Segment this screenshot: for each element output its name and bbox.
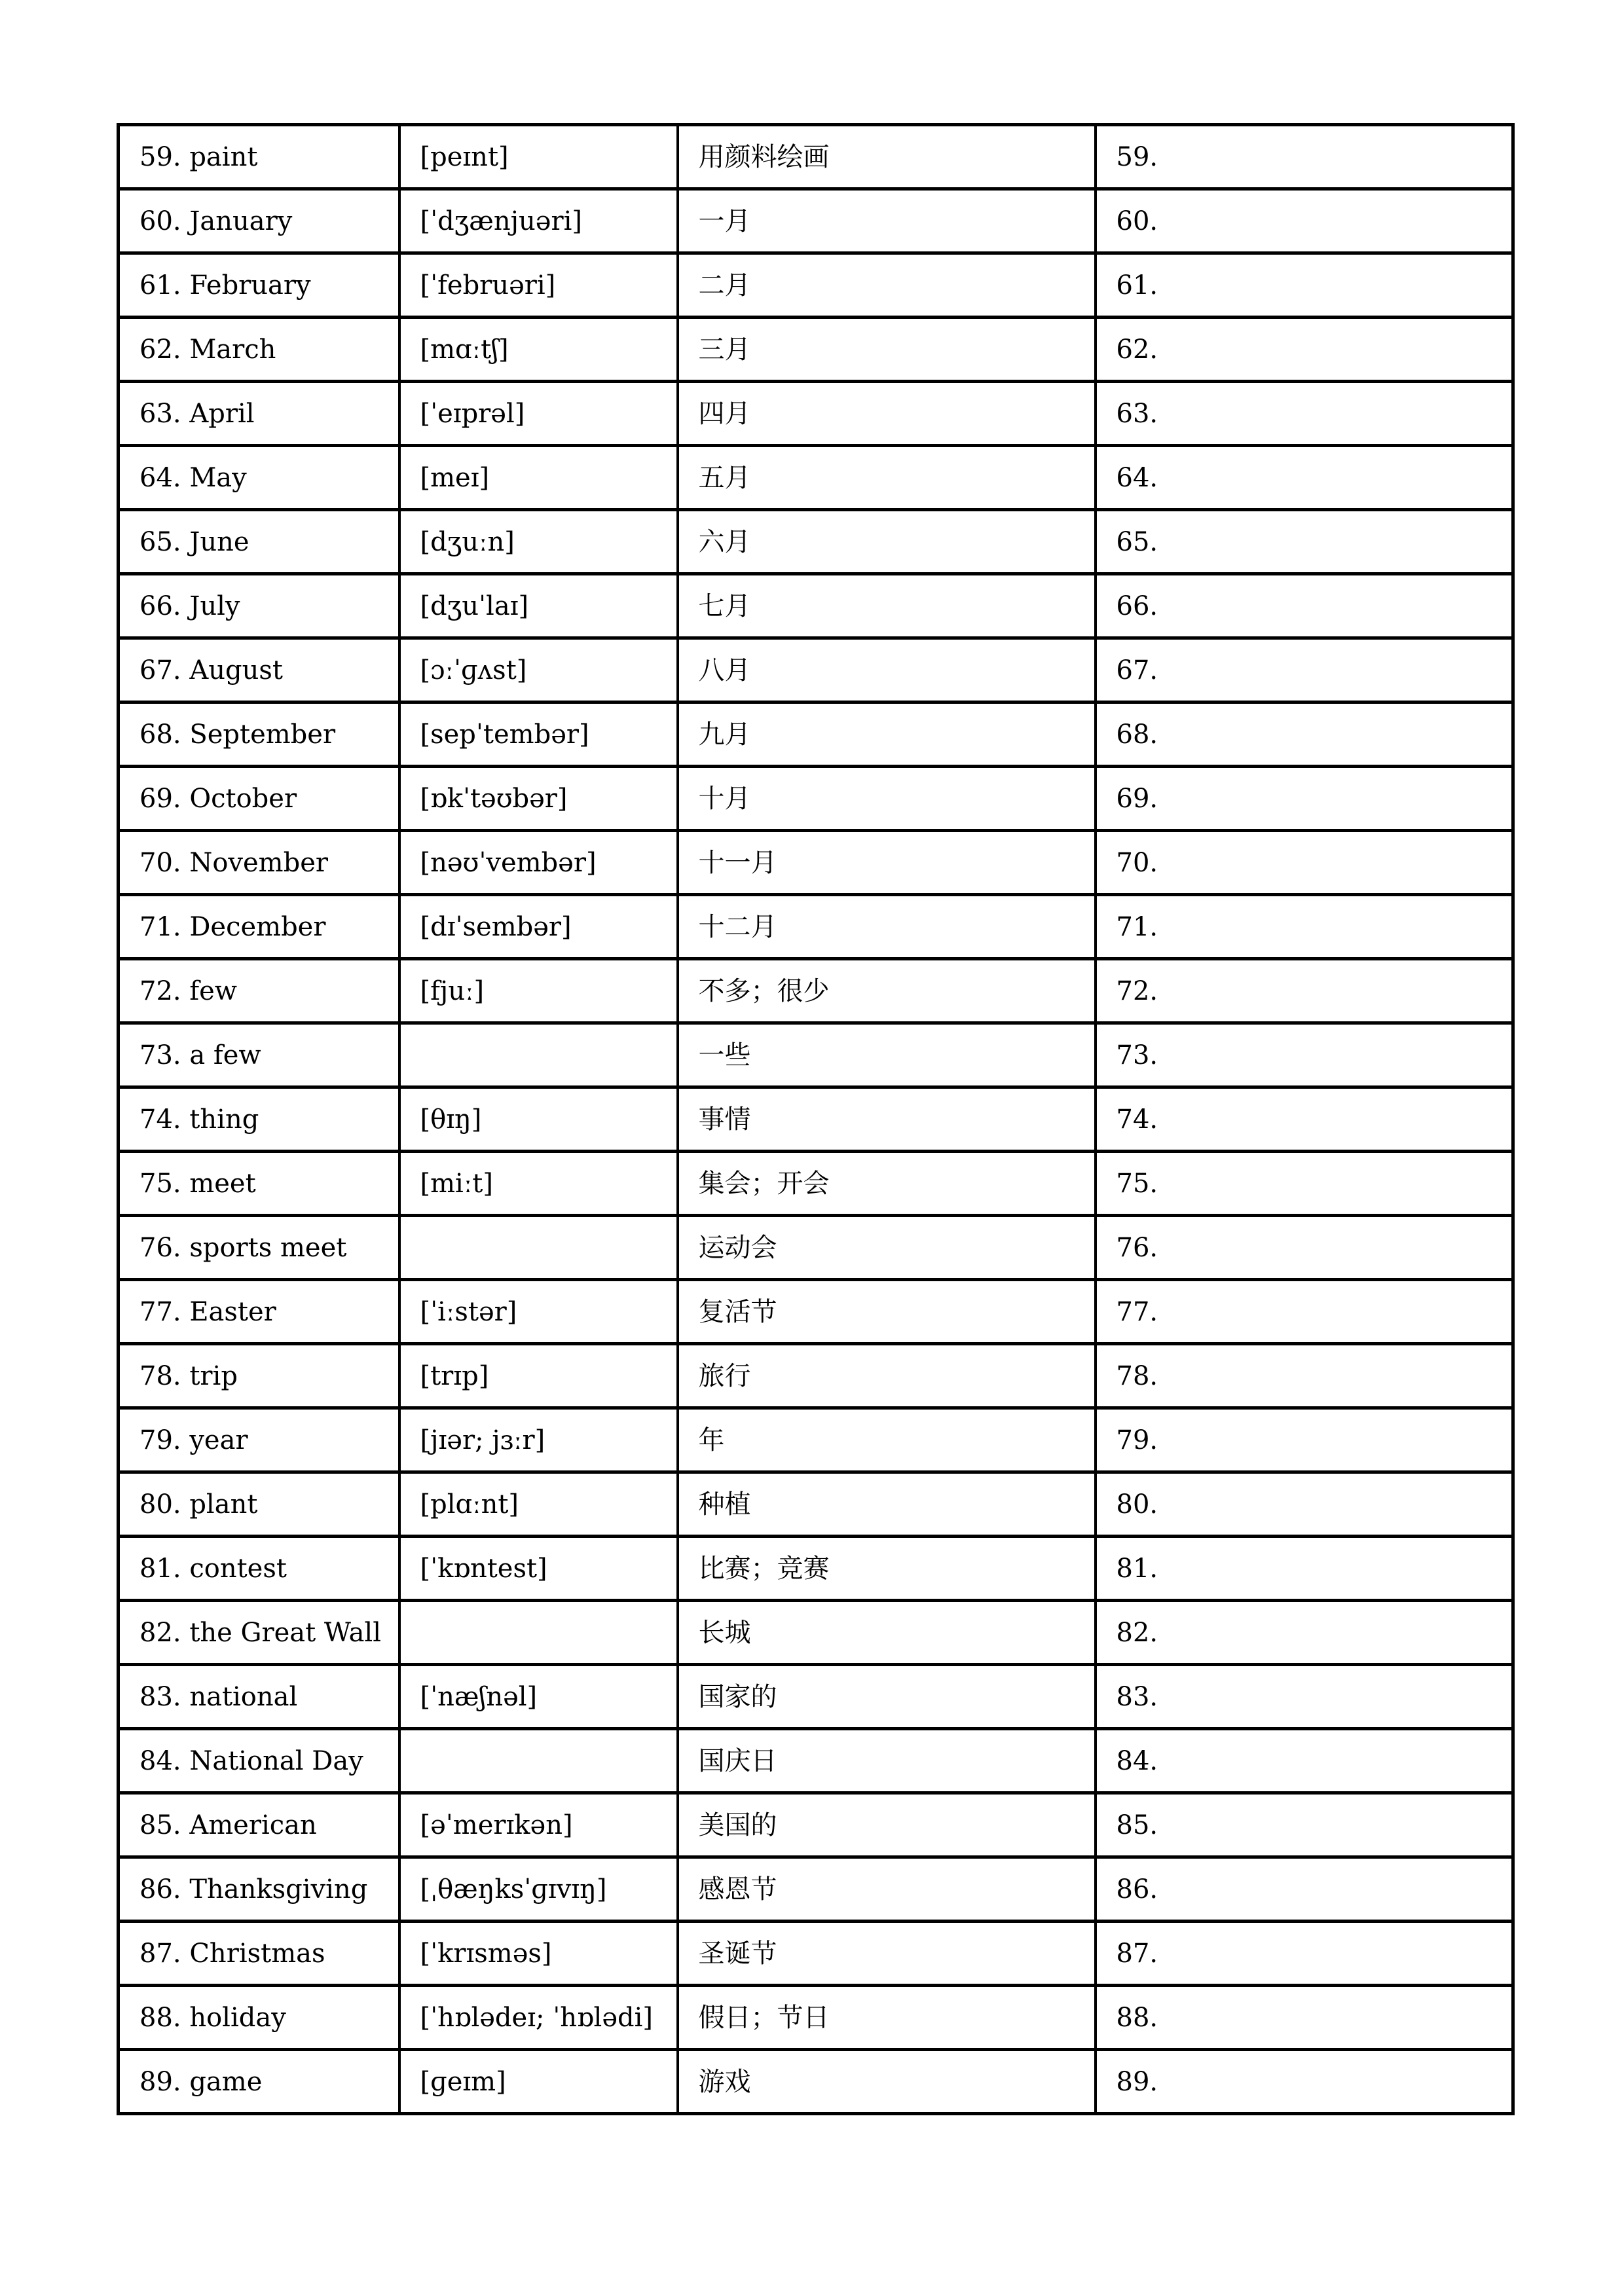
number-cell: 82. — [1096, 1601, 1513, 1665]
word-cell: 86. Thanksgiving — [119, 1857, 399, 1922]
word-cell: 82. the Great Wall — [119, 1601, 399, 1665]
word-cell: 75. meet — [119, 1152, 399, 1216]
word-cell: 84. National Day — [119, 1729, 399, 1793]
number-cell: 65. — [1096, 510, 1513, 574]
word-cell: 88. holiday — [119, 1986, 399, 2050]
table-row — [119, 638, 1513, 702]
number-cell: 64. — [1096, 446, 1513, 510]
meaning-cell: 长城 — [678, 1601, 1096, 1665]
phonetic-cell: [ˈeɪprəl] — [399, 382, 678, 446]
table-row — [119, 2050, 1513, 2114]
phonetic-cell: [ˈfebruəri] — [399, 253, 678, 318]
phonetic-cell: [ˈkɒntest] — [399, 1537, 678, 1601]
table-row — [119, 382, 1513, 446]
meaning-cell: 九月 — [678, 702, 1096, 767]
meaning-cell: 国家的 — [678, 1665, 1096, 1729]
table-row — [119, 895, 1513, 959]
table-row — [119, 1023, 1513, 1087]
phonetic-cell: [peɪnt] — [399, 125, 678, 189]
phonetic-cell: [fjuː] — [399, 959, 678, 1023]
meaning-cell: 集会；开会 — [678, 1152, 1096, 1216]
number-cell: 68. — [1096, 702, 1513, 767]
number-cell: 63. — [1096, 382, 1513, 446]
word-cell: 62. March — [119, 318, 399, 382]
phonetic-cell: [jɪər; jɜːr] — [399, 1408, 678, 1472]
table-row — [119, 189, 1513, 253]
number-cell: 87. — [1096, 1922, 1513, 1986]
meaning-cell: 六月 — [678, 510, 1096, 574]
phonetic-cell: [dʒuːn] — [399, 510, 678, 574]
table-row — [119, 1408, 1513, 1472]
phonetic-cell: [mɑːtʃ] — [399, 318, 678, 382]
word-cell: 78. trip — [119, 1344, 399, 1408]
number-cell: 73. — [1096, 1023, 1513, 1087]
phonetic-cell — [399, 1023, 678, 1087]
table-row — [119, 1729, 1513, 1793]
word-cell: 68. September — [119, 702, 399, 767]
meaning-cell: 游戏 — [678, 2050, 1096, 2114]
phonetic-cell: [ˈkrɪsməs] — [399, 1922, 678, 1986]
phonetic-cell: [nəʊˈvembər] — [399, 831, 678, 895]
meaning-cell: 运动会 — [678, 1216, 1096, 1280]
number-cell: 67. — [1096, 638, 1513, 702]
phonetic-cell — [399, 1729, 678, 1793]
word-cell: 67. August — [119, 638, 399, 702]
word-cell: 61. February — [119, 253, 399, 318]
meaning-cell: 用颜料绘画 — [678, 125, 1096, 189]
phonetic-cell: [ɒkˈtəʊbər] — [399, 767, 678, 831]
table-row — [119, 510, 1513, 574]
phonetic-cell: [θɪŋ] — [399, 1087, 678, 1152]
number-cell: 84. — [1096, 1729, 1513, 1793]
number-cell: 61. — [1096, 253, 1513, 318]
number-cell: 69. — [1096, 767, 1513, 831]
meaning-cell: 十月 — [678, 767, 1096, 831]
meaning-cell: 一月 — [678, 189, 1096, 253]
number-cell: 76. — [1096, 1216, 1513, 1280]
number-cell: 89. — [1096, 2050, 1513, 2114]
phonetic-cell: [ɡeɪm] — [399, 2050, 678, 2114]
word-cell: 60. January — [119, 189, 399, 253]
word-cell: 81. contest — [119, 1537, 399, 1601]
meaning-cell: 三月 — [678, 318, 1096, 382]
meaning-cell: 国庆日 — [678, 1729, 1096, 1793]
meaning-cell: 旅行 — [678, 1344, 1096, 1408]
table-row — [119, 702, 1513, 767]
word-cell: 69. October — [119, 767, 399, 831]
table-row — [119, 1152, 1513, 1216]
table-row — [119, 1922, 1513, 1986]
phonetic-cell: [dɪˈsembər] — [399, 895, 678, 959]
word-cell: 87. Christmas — [119, 1922, 399, 1986]
meaning-cell: 圣诞节 — [678, 1922, 1096, 1986]
phonetic-cell: [ˈiːstər] — [399, 1280, 678, 1344]
number-cell: 60. — [1096, 189, 1513, 253]
meaning-cell: 美国的 — [678, 1793, 1096, 1857]
table-row — [119, 1857, 1513, 1922]
number-cell: 62. — [1096, 318, 1513, 382]
word-cell: 73. a few — [119, 1023, 399, 1087]
table-row — [119, 446, 1513, 510]
meaning-cell: 十一月 — [678, 831, 1096, 895]
meaning-cell: 感恩节 — [678, 1857, 1096, 1922]
table-row — [119, 1601, 1513, 1665]
number-cell: 85. — [1096, 1793, 1513, 1857]
phonetic-cell: [ˈhɒlədeɪ; ˈhɒlədi] — [399, 1986, 678, 2050]
table-row — [119, 1986, 1513, 2050]
meaning-cell: 复活节 — [678, 1280, 1096, 1344]
meaning-cell: 年 — [678, 1408, 1096, 1472]
table-row — [119, 253, 1513, 318]
word-cell: 70. November — [119, 831, 399, 895]
word-cell: 76. sports meet — [119, 1216, 399, 1280]
word-cell: 72. few — [119, 959, 399, 1023]
word-cell: 66. July — [119, 574, 399, 638]
table-row — [119, 1216, 1513, 1280]
table-row — [119, 1087, 1513, 1152]
table-row — [119, 959, 1513, 1023]
number-cell: 81. — [1096, 1537, 1513, 1601]
meaning-cell: 四月 — [678, 382, 1096, 446]
word-cell: 83. national — [119, 1665, 399, 1729]
meaning-cell: 一些 — [678, 1023, 1096, 1087]
number-cell: 83. — [1096, 1665, 1513, 1729]
word-cell: 71. December — [119, 895, 399, 959]
number-cell: 72. — [1096, 959, 1513, 1023]
phonetic-cell: [trɪp] — [399, 1344, 678, 1408]
table-row — [119, 1793, 1513, 1857]
phonetic-cell: [plɑːnt] — [399, 1472, 678, 1537]
number-cell: 78. — [1096, 1344, 1513, 1408]
phonetic-cell: [miːt] — [399, 1152, 678, 1216]
number-cell: 75. — [1096, 1152, 1513, 1216]
word-cell: 79. year — [119, 1408, 399, 1472]
meaning-cell: 五月 — [678, 446, 1096, 510]
table-row — [119, 125, 1513, 189]
phonetic-cell: [ɔːˈɡʌst] — [399, 638, 678, 702]
phonetic-cell: [ˈnæʃnəl] — [399, 1665, 678, 1729]
phonetic-cell — [399, 1216, 678, 1280]
number-cell: 77. — [1096, 1280, 1513, 1344]
word-cell: 65. June — [119, 510, 399, 574]
table-row — [119, 1537, 1513, 1601]
meaning-cell: 事情 — [678, 1087, 1096, 1152]
meaning-cell: 十二月 — [678, 895, 1096, 959]
meaning-cell: 不多；很少 — [678, 959, 1096, 1023]
word-cell: 59. paint — [119, 125, 399, 189]
meaning-cell: 比赛；竞赛 — [678, 1537, 1096, 1601]
phonetic-cell: [ˌθæŋksˈɡɪvɪŋ] — [399, 1857, 678, 1922]
meaning-cell: 假日；节日 — [678, 1986, 1096, 2050]
number-cell: 70. — [1096, 831, 1513, 895]
word-cell: 63. April — [119, 382, 399, 446]
number-cell: 88. — [1096, 1986, 1513, 2050]
number-cell: 66. — [1096, 574, 1513, 638]
table-row — [119, 1665, 1513, 1729]
table-row — [119, 574, 1513, 638]
table-row — [119, 767, 1513, 831]
number-cell: 79. — [1096, 1408, 1513, 1472]
table-row — [119, 318, 1513, 382]
table-row — [119, 1344, 1513, 1408]
table-row — [119, 831, 1513, 895]
number-cell: 86. — [1096, 1857, 1513, 1922]
number-cell: 80. — [1096, 1472, 1513, 1537]
meaning-cell: 八月 — [678, 638, 1096, 702]
word-cell: 64. May — [119, 446, 399, 510]
number-cell: 59. — [1096, 125, 1513, 189]
phonetic-cell: [meɪ] — [399, 446, 678, 510]
meaning-cell: 七月 — [678, 574, 1096, 638]
phonetic-cell: [sepˈtembər] — [399, 702, 678, 767]
meaning-cell: 二月 — [678, 253, 1096, 318]
phonetic-cell — [399, 1601, 678, 1665]
number-cell: 71. — [1096, 895, 1513, 959]
phonetic-cell: [dʒuˈlaɪ] — [399, 574, 678, 638]
table-row — [119, 1280, 1513, 1344]
word-cell: 89. game — [119, 2050, 399, 2114]
table-row — [119, 1472, 1513, 1537]
word-cell: 80. plant — [119, 1472, 399, 1537]
word-cell: 74. thing — [119, 1087, 399, 1152]
phonetic-cell: [əˈmerɪkən] — [399, 1793, 678, 1857]
meaning-cell: 种植 — [678, 1472, 1096, 1537]
word-cell: 77. Easter — [119, 1280, 399, 1344]
vocabulary-table — [117, 123, 1515, 2115]
vocabulary-table-body — [119, 125, 1513, 2114]
number-cell: 74. — [1096, 1087, 1513, 1152]
word-cell: 85. American — [119, 1793, 399, 1857]
phonetic-cell: [ˈdʒænjuəri] — [399, 189, 678, 253]
